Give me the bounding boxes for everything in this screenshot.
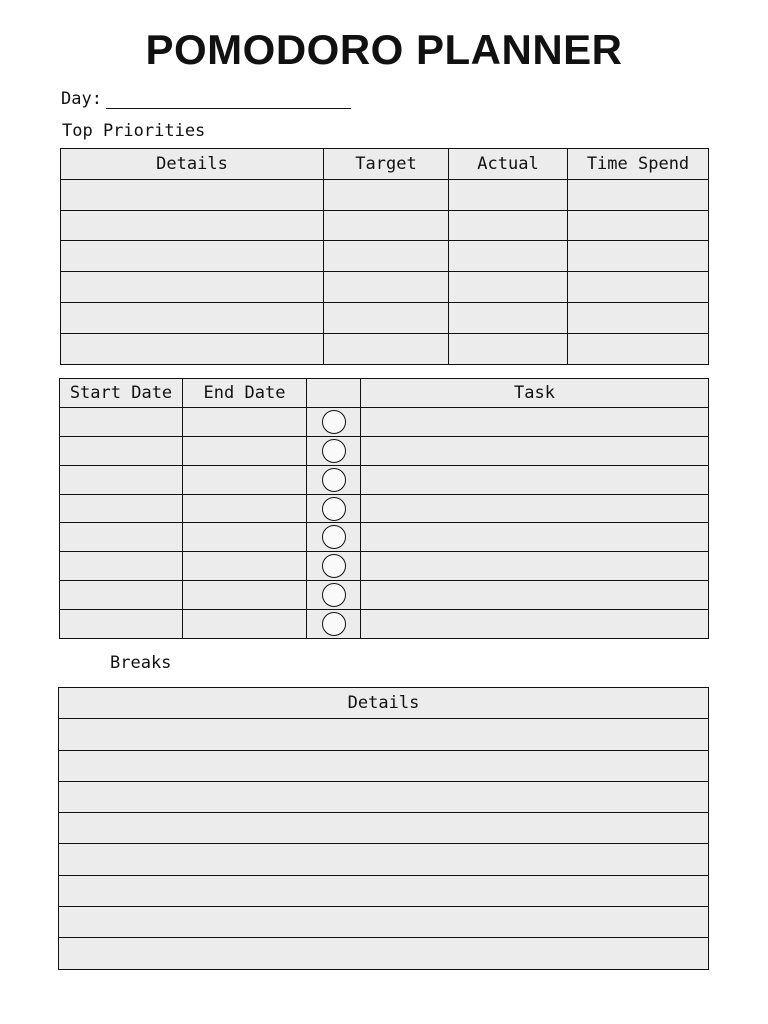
task-start-date-cell[interactable] xyxy=(60,407,183,436)
column-header-time-spend: Time Spend xyxy=(568,149,709,180)
task-start-date-cell[interactable] xyxy=(60,523,183,552)
priority-target-cell[interactable] xyxy=(324,272,449,303)
table-row xyxy=(60,552,709,581)
priority-actual-cell[interactable] xyxy=(449,179,568,210)
break-details-cell[interactable] xyxy=(59,938,709,969)
checkbox-circle-icon[interactable] xyxy=(322,468,346,492)
table-row xyxy=(60,581,709,610)
priority-target-cell[interactable] xyxy=(324,179,449,210)
task-start-date-cell[interactable] xyxy=(60,465,183,494)
column-header-target: Target xyxy=(324,149,449,180)
task-status-cell xyxy=(307,581,361,610)
priority-time-spend-cell[interactable] xyxy=(568,210,709,241)
table-row xyxy=(60,523,709,552)
checkbox-circle-icon[interactable] xyxy=(322,410,346,434)
task-end-date-cell[interactable] xyxy=(183,407,307,436)
task-description-cell[interactable] xyxy=(361,436,709,465)
page-title: POMODORO PLANNER xyxy=(145,26,623,73)
task-status-cell xyxy=(307,523,361,552)
priority-details-cell[interactable] xyxy=(61,272,324,303)
task-status-cell xyxy=(307,407,361,436)
table-row xyxy=(61,179,709,210)
table-row xyxy=(59,907,709,938)
column-header-break-details: Details xyxy=(59,688,709,719)
priority-target-cell[interactable] xyxy=(324,241,449,272)
table-row xyxy=(60,436,709,465)
table-header-row xyxy=(61,149,709,180)
task-end-date-cell[interactable] xyxy=(183,552,307,581)
table-row xyxy=(59,781,709,812)
table-row xyxy=(59,938,709,969)
task-description-cell[interactable] xyxy=(361,581,709,610)
priority-actual-cell[interactable] xyxy=(449,272,568,303)
break-details-cell[interactable] xyxy=(59,875,709,906)
table-row xyxy=(59,844,709,875)
table-row xyxy=(60,407,709,436)
day-label: Day: xyxy=(61,89,102,109)
task-start-date-cell[interactable] xyxy=(60,436,183,465)
task-description-cell[interactable] xyxy=(361,610,709,639)
task-status-cell xyxy=(307,465,361,494)
task-description-cell[interactable] xyxy=(361,465,709,494)
task-end-date-cell[interactable] xyxy=(183,523,307,552)
task-description-cell[interactable] xyxy=(361,407,709,436)
column-header-start-date: Start Date xyxy=(60,379,183,408)
task-start-date-cell[interactable] xyxy=(60,552,183,581)
task-end-date-cell[interactable] xyxy=(183,436,307,465)
top-priorities-table xyxy=(60,148,709,365)
table-row xyxy=(60,494,709,523)
column-header-details: Details xyxy=(61,149,324,180)
column-header-task: Task xyxy=(361,379,709,408)
table-row xyxy=(61,272,709,303)
table-row xyxy=(61,210,709,241)
column-header-end-date: End Date xyxy=(183,379,307,408)
priority-time-spend-cell[interactable] xyxy=(568,179,709,210)
break-details-cell[interactable] xyxy=(59,719,709,750)
breaks-table xyxy=(58,687,709,970)
task-start-date-cell[interactable] xyxy=(60,494,183,523)
task-description-cell[interactable] xyxy=(361,523,709,552)
column-header-actual: Actual xyxy=(449,149,568,180)
break-details-cell[interactable] xyxy=(59,813,709,844)
checkbox-circle-icon[interactable] xyxy=(322,439,346,463)
break-details-cell[interactable] xyxy=(59,781,709,812)
task-status-cell xyxy=(307,610,361,639)
table-row xyxy=(61,302,709,333)
task-end-date-cell[interactable] xyxy=(183,465,307,494)
task-start-date-cell[interactable] xyxy=(60,610,183,639)
table-row xyxy=(59,813,709,844)
break-details-cell[interactable] xyxy=(59,907,709,938)
task-end-date-cell[interactable] xyxy=(183,610,307,639)
checkbox-circle-icon[interactable] xyxy=(322,525,346,549)
day-input-line[interactable] xyxy=(106,108,351,109)
table-row xyxy=(61,241,709,272)
task-end-date-cell[interactable] xyxy=(183,581,307,610)
priority-time-spend-cell[interactable] xyxy=(568,333,709,364)
checkbox-circle-icon[interactable] xyxy=(322,583,346,607)
priority-actual-cell[interactable] xyxy=(449,302,568,333)
breaks-label: Breaks xyxy=(110,653,172,673)
task-description-cell[interactable] xyxy=(361,552,709,581)
priority-details-cell[interactable] xyxy=(61,333,324,364)
table-header-row xyxy=(59,688,709,719)
table-row xyxy=(59,719,709,750)
priority-actual-cell[interactable] xyxy=(449,241,568,272)
break-details-cell[interactable] xyxy=(59,844,709,875)
table-header-row xyxy=(60,379,709,408)
task-end-date-cell[interactable] xyxy=(183,494,307,523)
table-row xyxy=(61,333,709,364)
task-description-cell[interactable] xyxy=(361,494,709,523)
priority-time-spend-cell[interactable] xyxy=(568,302,709,333)
table-row xyxy=(60,610,709,639)
table-row xyxy=(59,750,709,781)
checkbox-circle-icon[interactable] xyxy=(322,554,346,578)
priority-time-spend-cell[interactable] xyxy=(568,241,709,272)
task-status-cell xyxy=(307,552,361,581)
task-status-cell xyxy=(307,494,361,523)
task-start-date-cell[interactable] xyxy=(60,581,183,610)
task-status-cell xyxy=(307,436,361,465)
priority-target-cell[interactable] xyxy=(324,333,449,364)
tasks-table xyxy=(59,378,709,639)
priority-actual-cell[interactable] xyxy=(449,210,568,241)
priority-target-cell[interactable] xyxy=(324,302,449,333)
priority-target-cell[interactable] xyxy=(324,210,449,241)
priority-actual-cell[interactable] xyxy=(449,333,568,364)
priority-time-spend-cell[interactable] xyxy=(568,272,709,303)
table-row xyxy=(59,875,709,906)
checkbox-circle-icon[interactable] xyxy=(322,497,346,521)
top-priorities-label: Top Priorities xyxy=(62,121,206,141)
priority-details-cell[interactable] xyxy=(61,302,324,333)
column-header-status xyxy=(307,379,361,408)
priority-details-cell[interactable] xyxy=(61,179,324,210)
table-row xyxy=(60,465,709,494)
checkbox-circle-icon[interactable] xyxy=(322,612,346,636)
break-details-cell[interactable] xyxy=(59,750,709,781)
priority-details-cell[interactable] xyxy=(61,241,324,272)
priority-details-cell[interactable] xyxy=(61,210,324,241)
